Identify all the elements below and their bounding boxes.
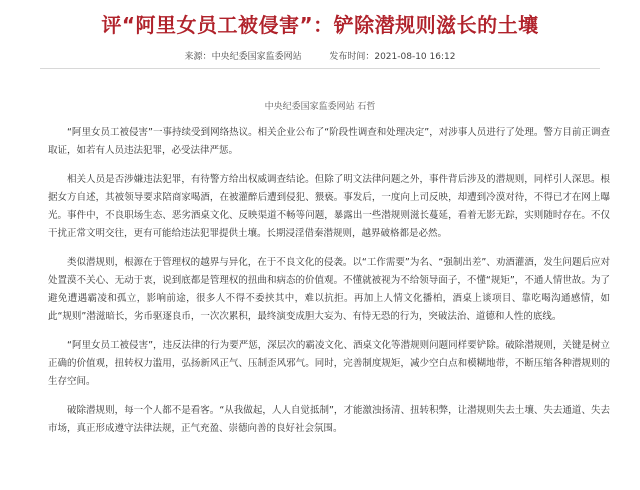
paragraph: 相关人员是否涉嫌违法犯罪，有待警方给出权威调查结论。但除了明文法律问题之外，事件背后涉及的潜规则，同样引人深思。根据女方自述，其被领导要求陪商家喝酒，在被灌醉后遭到侵犯、猥亵。事发后，一度向上司反映，却遭到冷漠对待，不得已才在网上曝光。事件中，不良职场生态、恶劣酒桌文化、反映渠道不畅等问题，暴露出一些潜规则滋长蔓延，看着无影无踪，实则随时存在。不仅干扰正常文明交往，更有可能给违法犯罪提供土壤。长期浸淫借秦潜规则，越界破格都是必然。 xyxy=(48,174,610,239)
title-divider xyxy=(40,68,600,69)
article-body xyxy=(48,124,610,449)
article-byline: 中央纪委国家监委网站 石哲 xyxy=(264,102,376,112)
paragraph: “阿里女员工被侵害”一事持续受到网络热议。相关企业公布了“阶段性调查和处理决定”，对涉事人员进行了处理。警方目前正调查取证，如若有人员违法犯罪，必受法律严惩。 xyxy=(48,127,610,156)
source-name[interactable]: 中央纪委国家监委网站 xyxy=(211,52,302,62)
paragraph: 破除潜规则，每一个人都不是看客。“从我做起，人人自觉抵制”，才能激浊扬清、扭转积弊，让潜规则失去土壤、失去通道、失去市场，真正形成遵守法律法规，正气充盈、崇德向善的良好社会氛围。 xyxy=(48,405,610,434)
article-meta xyxy=(0,49,640,62)
paragraph: “阿里女员工被侵害”，违反法律的行为要严惩，深层次的霸凌文化、酒桌文化等潜规则问题同样要铲除。破除潜规则，关键是树立正确的价值观，扭转权力滥用，弘扬新风正气、压制歪风邪气。同时，完善制度规矩，减少空白点和模糊地带，不断压缩各种潜规则的生存空间。 xyxy=(48,340,610,387)
article-title: 评“阿里女员工被侵害”：铲除潜规则滋长的土壤 xyxy=(101,13,539,37)
source-label: 来源： xyxy=(184,52,212,62)
date-label: 发布时间： xyxy=(329,52,375,62)
publish-date: 2021-08-10 16:12 xyxy=(374,52,456,62)
paragraph: 类似潜规则，根源在于管理权的越界与异化，在于不良文化的侵袭。以“工作需要”为名、“强制出差”、劝酒灌酒，发生问题后应对处置漠不关心、无动于衷，说到底都是管理权的扭曲和病态的价值观。不懂就被视为不给领导面子，不懂“规矩”，不通人情世故。为了避免遭遇霸凌和孤立，影响前途，很多人不得不委挟其中，难以抗拒。再加上人情文化播柏，酒桌上谈项目、靠吃喝沟通感情，如此“规则”潜滋暗长，劣币驱逐良币，一次次累积，最终演变成胆大妄为、有恃无恐的行为，突破法治、道德和人性的底线。 xyxy=(48,257,610,322)
